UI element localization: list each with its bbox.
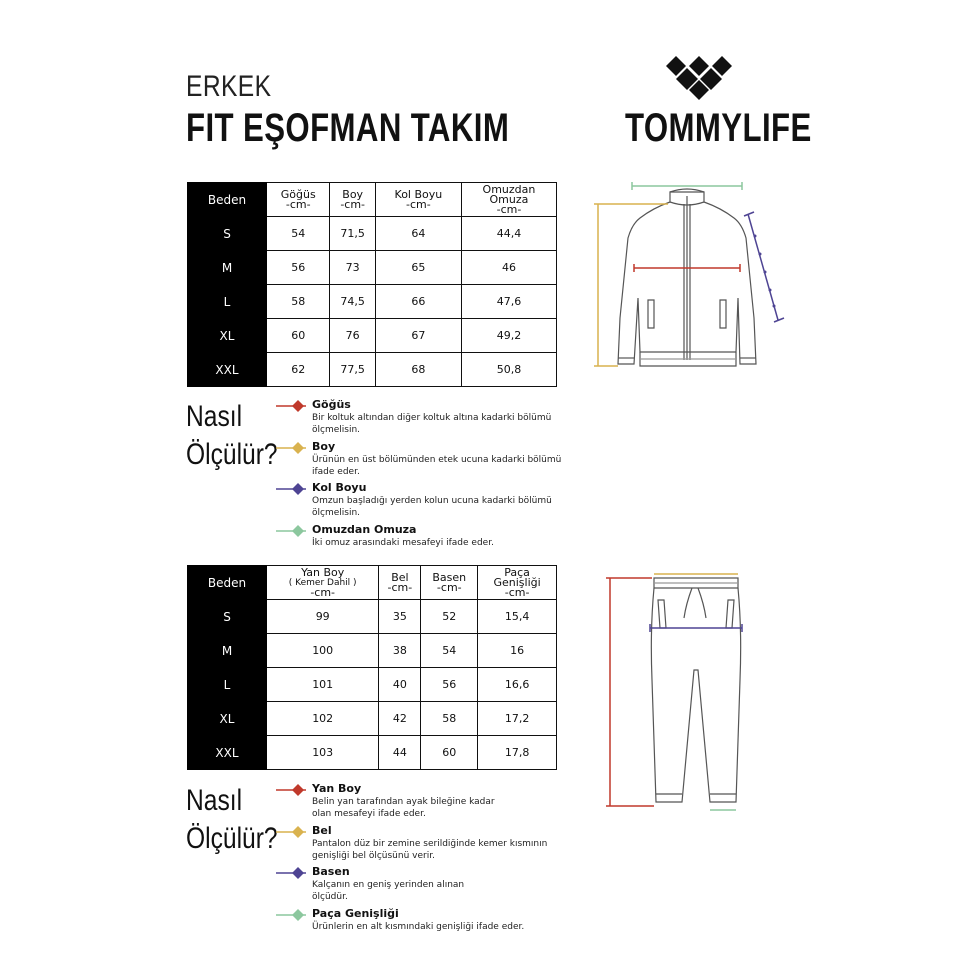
table-row	[188, 702, 557, 736]
table-cell: 65	[375, 251, 461, 285]
size-cell: XL	[188, 319, 267, 353]
table-cell: 35	[379, 600, 421, 634]
bottom-size-table	[187, 565, 557, 770]
diamond-marker-icon	[276, 440, 308, 456]
table-cell: 56	[267, 251, 330, 285]
brand-name: TOMMYLIFE	[625, 106, 812, 150]
how-to-measure-heading-top: Nasıl Ölçülür?	[186, 400, 278, 471]
header-boy: Boy -cm-	[330, 183, 375, 217]
size-cell: XXL	[188, 353, 267, 387]
table-row	[188, 600, 557, 634]
table-cell: 15,4	[478, 600, 557, 634]
table-row	[188, 736, 557, 770]
size-cell: S	[188, 217, 267, 251]
table-cell: 66	[375, 285, 461, 319]
diamond-marker-icon	[276, 782, 308, 798]
table-row	[188, 353, 557, 387]
top-size-table	[187, 182, 557, 387]
table-cell: 100	[267, 634, 379, 668]
table-cell: 71,5	[330, 217, 375, 251]
table-header-row	[188, 566, 557, 600]
table-cell: 56	[421, 668, 478, 702]
size-cell: M	[188, 634, 267, 668]
pants-illustration	[600, 570, 750, 820]
diamond-marker-icon	[276, 481, 308, 497]
table-cell: 101	[267, 668, 379, 702]
table-cell: 99	[267, 600, 379, 634]
page-subtitle: ERKEK	[186, 70, 272, 103]
table-cell: 38	[379, 634, 421, 668]
size-cell: M	[188, 251, 267, 285]
table-cell: 73	[330, 251, 375, 285]
table-header-row	[188, 183, 557, 217]
table-cell: 50,8	[461, 353, 556, 387]
table-cell: 44	[379, 736, 421, 770]
table-cell: 58	[421, 702, 478, 736]
table-row	[188, 634, 557, 668]
header-beden: Beden	[188, 183, 267, 217]
table-row	[188, 668, 557, 702]
table-cell: 102	[267, 702, 379, 736]
header-basen: Basen -cm-	[421, 566, 478, 600]
diamond-marker-icon	[276, 398, 308, 414]
table-row	[188, 251, 557, 285]
table-cell: 54	[267, 217, 330, 251]
diamond-marker-icon	[276, 907, 308, 923]
header-beden: Beden	[188, 566, 267, 600]
table-cell: 42	[379, 702, 421, 736]
table-cell: 16	[478, 634, 557, 668]
header-kol-boyu: Kol Boyu -cm-	[375, 183, 461, 217]
table-cell: 17,8	[478, 736, 557, 770]
table-cell: 17,2	[478, 702, 557, 736]
table-row	[188, 319, 557, 353]
table-cell: 62	[267, 353, 330, 387]
tommylife-logo-icon	[664, 54, 734, 102]
size-cell: L	[188, 285, 267, 319]
table-row	[188, 285, 557, 319]
header-paca-genisligi: Paça Genişliği -cm-	[478, 566, 557, 600]
diamond-marker-icon	[276, 824, 308, 840]
table-cell: 44,4	[461, 217, 556, 251]
header-bel: Bel -cm-	[379, 566, 421, 600]
table-cell: 16,6	[478, 668, 557, 702]
jacket-illustration	[588, 178, 788, 378]
table-cell: 46	[461, 251, 556, 285]
size-cell: L	[188, 668, 267, 702]
table-cell: 67	[375, 319, 461, 353]
page-title: FIT EŞOFMAN TAKIM	[186, 106, 510, 150]
table-cell: 54	[421, 634, 478, 668]
table-cell: 40	[379, 668, 421, 702]
diamond-marker-icon	[276, 865, 308, 881]
table-cell: 47,6	[461, 285, 556, 319]
table-cell: 52	[421, 600, 478, 634]
table-cell: 49,2	[461, 319, 556, 353]
table-cell: 60	[421, 736, 478, 770]
table-cell: 58	[267, 285, 330, 319]
table-cell: 77,5	[330, 353, 375, 387]
diamond-marker-icon	[276, 523, 308, 539]
header-yan-boy: Yan Boy ( Kemer Dahil ) -cm-	[267, 566, 379, 600]
size-cell: XXL	[188, 736, 267, 770]
table-cell: 103	[267, 736, 379, 770]
size-cell: S	[188, 600, 267, 634]
header-gogus: Göğüs -cm-	[267, 183, 330, 217]
table-cell: 76	[330, 319, 375, 353]
table-cell: 74,5	[330, 285, 375, 319]
table-cell: 60	[267, 319, 330, 353]
table-cell: 64	[375, 217, 461, 251]
size-cell: XL	[188, 702, 267, 736]
header-omuzdan-omuza: Omuzdan Omuza -cm-	[461, 183, 556, 217]
table-row	[188, 217, 557, 251]
table-cell: 68	[375, 353, 461, 387]
how-to-measure-heading-bottom: Nasıl Ölçülür?	[186, 784, 278, 855]
